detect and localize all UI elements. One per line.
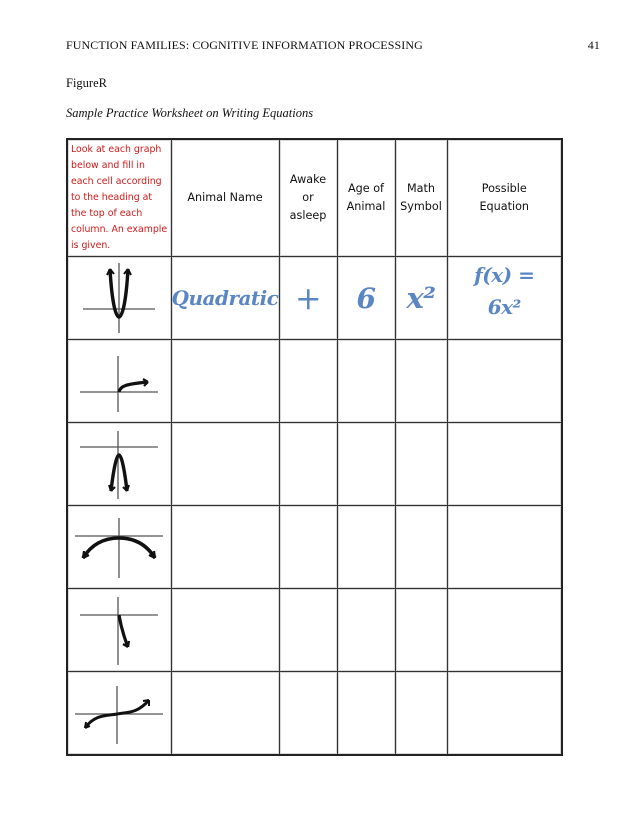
blank-cell[interactable]	[447, 340, 562, 423]
figure-caption: Sample Practice Worksheet on Writing Equations	[66, 106, 314, 120]
blank-cell[interactable]	[171, 340, 279, 423]
blank-cell[interactable]	[279, 672, 337, 755]
blank-cell[interactable]	[447, 589, 562, 672]
blank-cell[interactable]	[337, 589, 395, 672]
blank-cell[interactable]	[395, 340, 447, 423]
header-awake-label: Awake or asleep	[289, 173, 327, 222]
narrow-upward-parabola-graph-icon	[79, 259, 159, 337]
example-equation-line2: 6x²	[487, 295, 521, 319]
cubic-curve-graph-icon	[71, 678, 167, 748]
blank-cell[interactable]	[279, 340, 337, 423]
downward-narrow-parabola-graph-icon	[74, 425, 164, 503]
running-head	[66, 38, 600, 53]
example-row	[67, 257, 562, 340]
worksheet-row	[67, 423, 562, 506]
blank-cell[interactable]	[337, 423, 395, 506]
example-age: 6	[337, 257, 395, 340]
worksheet-row	[67, 589, 562, 672]
downward-wide-parabola-graph-icon	[71, 512, 167, 582]
blank-cell[interactable]	[171, 672, 279, 755]
header-symbol-label: Math Symbol	[400, 182, 442, 213]
graph-cell	[67, 340, 171, 423]
blank-cell[interactable]	[279, 589, 337, 672]
blank-cell[interactable]	[337, 340, 395, 423]
page-number: 41	[587, 38, 600, 52]
worksheet-row	[67, 340, 562, 423]
blank-cell[interactable]	[447, 672, 562, 755]
blank-cell[interactable]	[279, 423, 337, 506]
header-equation-label: Possible Equation	[479, 182, 530, 213]
blank-cell[interactable]	[171, 506, 279, 589]
running-title: FUNCTION FAMILIES: COGNITIVE INFORMATION PROCESSING	[66, 38, 423, 52]
graph-cell	[67, 672, 171, 755]
header-math-symbol	[395, 139, 447, 257]
blank-cell[interactable]	[447, 423, 562, 506]
blank-cell[interactable]	[395, 506, 447, 589]
square-root-curve-graph-icon	[74, 346, 164, 416]
blank-cell[interactable]	[171, 423, 279, 506]
worksheet-row	[67, 672, 562, 755]
decreasing-curve-graph-icon	[74, 591, 164, 669]
blank-cell[interactable]	[337, 672, 395, 755]
example-equation-line1: f(x) =	[474, 263, 535, 287]
figure-label: FigureR	[66, 76, 107, 90]
example-math-symbol: x²	[395, 257, 447, 340]
worksheet-table	[66, 138, 563, 756]
graph-cell	[67, 257, 171, 340]
blank-cell[interactable]	[395, 423, 447, 506]
header-age-label: Age of Animal	[346, 182, 386, 213]
blank-cell[interactable]	[395, 672, 447, 755]
graph-cell	[67, 506, 171, 589]
instructions-cell: Look at each graph below and fill in each cell according to the heading at the top of each column. An example is given.	[67, 139, 171, 257]
header-age-of-animal	[337, 139, 395, 257]
example-awake-or-asleep: +	[279, 257, 337, 340]
header-awake-or-asleep	[279, 139, 337, 257]
blank-cell[interactable]	[337, 506, 395, 589]
header-possible-equation	[447, 139, 562, 257]
blank-cell[interactable]	[279, 506, 337, 589]
blank-cell[interactable]	[171, 589, 279, 672]
blank-cell[interactable]	[447, 506, 562, 589]
header-row	[67, 139, 562, 257]
blank-cell[interactable]	[395, 589, 447, 672]
graph-cell	[67, 423, 171, 506]
graph-cell	[67, 589, 171, 672]
worksheet-row	[67, 506, 562, 589]
example-equation	[447, 257, 562, 340]
example-animal-name: Quadratic	[171, 257, 279, 340]
header-animal-name: Animal Name	[171, 139, 279, 257]
